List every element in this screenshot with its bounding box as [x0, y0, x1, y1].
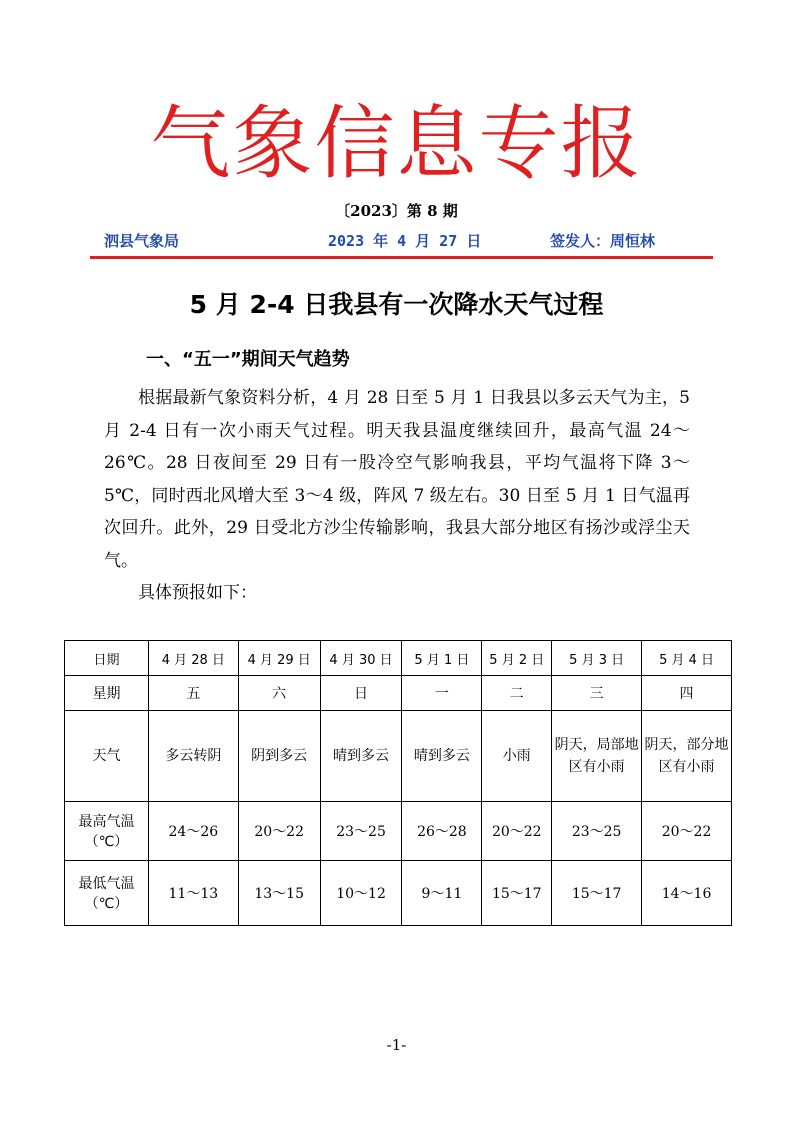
header-divider	[90, 256, 713, 259]
row-label-low: 最低气温（℃）	[65, 861, 149, 926]
weekday-cell: 日	[320, 676, 402, 711]
forecast-paragraph: 根据最新气象资料分析，4 月 28 日至 5 月 1 日我县以多云天气为主，5 月 2-4 日有一次小雨天气过程。明天我县温度继续回升，最高气温 24～26℃。28 日夜间至 29 日有一股冷空气影响我县，平均气温将下降 3～5℃，同时西北风增大至 3～4 级，阵风 7 级左右。30 日至 5 月 1 日气温再次回升。此外，29 日受北方沙尘传输影响，我县大部分地区有扬沙或浮尘天气。	[104, 388, 690, 571]
low-temp-cell: 15～17	[552, 861, 642, 926]
weekday-cell: 五	[148, 676, 238, 711]
weekday-cell: 一	[402, 676, 482, 711]
weather-cell: 小雨	[482, 711, 552, 802]
low-temp-cell: 10～12	[320, 861, 402, 926]
low-temp-cell: 9～11	[402, 861, 482, 926]
date-cell: 4 月 29 日	[238, 641, 320, 676]
signer: 签发人：周恒林	[550, 232, 656, 250]
weather-cell: 晴到多云	[320, 711, 402, 802]
low-temp-cell: 11～13	[148, 861, 238, 926]
weather-cell: 阴到多云	[238, 711, 320, 802]
weekday-cell: 六	[238, 676, 320, 711]
body-text	[104, 382, 690, 610]
row-label-high: 最高气温（℃）	[65, 802, 149, 861]
forecast-table	[64, 640, 732, 926]
page-number: -1-	[386, 1036, 407, 1054]
row-label-weather: 天气	[65, 711, 149, 802]
weather-cell: 阴天，部分地区有小雨	[642, 711, 732, 802]
issue-date: 2023 年 4 月 27 日	[328, 232, 482, 250]
date-cell: 5 月 4 日	[642, 641, 732, 676]
weekday-cell: 四	[642, 676, 732, 711]
low-temp-cell: 15～17	[482, 861, 552, 926]
page-title: 5 月 2-4 日我县有一次降水天气过程	[189, 290, 604, 319]
section-heading: 一、“五一”期间天气趋势	[146, 349, 350, 370]
table-row-date	[65, 641, 732, 676]
low-temp-cell: 14～16	[642, 861, 732, 926]
weekday-cell: 三	[552, 676, 642, 711]
row-label-date: 日期	[65, 641, 149, 676]
weather-cell: 晴到多云	[402, 711, 482, 802]
high-temp-cell: 20～22	[482, 802, 552, 861]
row-label-weekday: 星期	[65, 676, 149, 711]
date-cell: 5 月 1 日	[402, 641, 482, 676]
high-temp-cell: 20～22	[238, 802, 320, 861]
weather-cell: 多云转阴	[148, 711, 238, 802]
date-cell: 4 月 28 日	[148, 641, 238, 676]
table-row-weekday	[65, 676, 732, 711]
weather-cell: 阴天，局部地区有小雨	[552, 711, 642, 802]
masthead-title: 气象信息专报	[150, 97, 643, 190]
issue-number: 〔2023〕第 8 期	[335, 202, 458, 220]
date-cell: 4 月 30 日	[320, 641, 402, 676]
issuer-name: 泗县气象局	[104, 232, 180, 250]
date-cell: 5 月 3 日	[552, 641, 642, 676]
high-temp-cell: 24～26	[148, 802, 238, 861]
date-cell: 5 月 2 日	[482, 641, 552, 676]
high-temp-cell: 26～28	[402, 802, 482, 861]
high-temp-cell: 20～22	[642, 802, 732, 861]
table-row-weather	[65, 711, 732, 802]
weekday-cell: 二	[482, 676, 552, 711]
table-row-low	[65, 861, 732, 926]
table-lead: 具体预报如下：	[138, 583, 257, 603]
table-row-high	[65, 802, 732, 861]
high-temp-cell: 23～25	[320, 802, 402, 861]
low-temp-cell: 13～15	[238, 861, 320, 926]
high-temp-cell: 23～25	[552, 802, 642, 861]
